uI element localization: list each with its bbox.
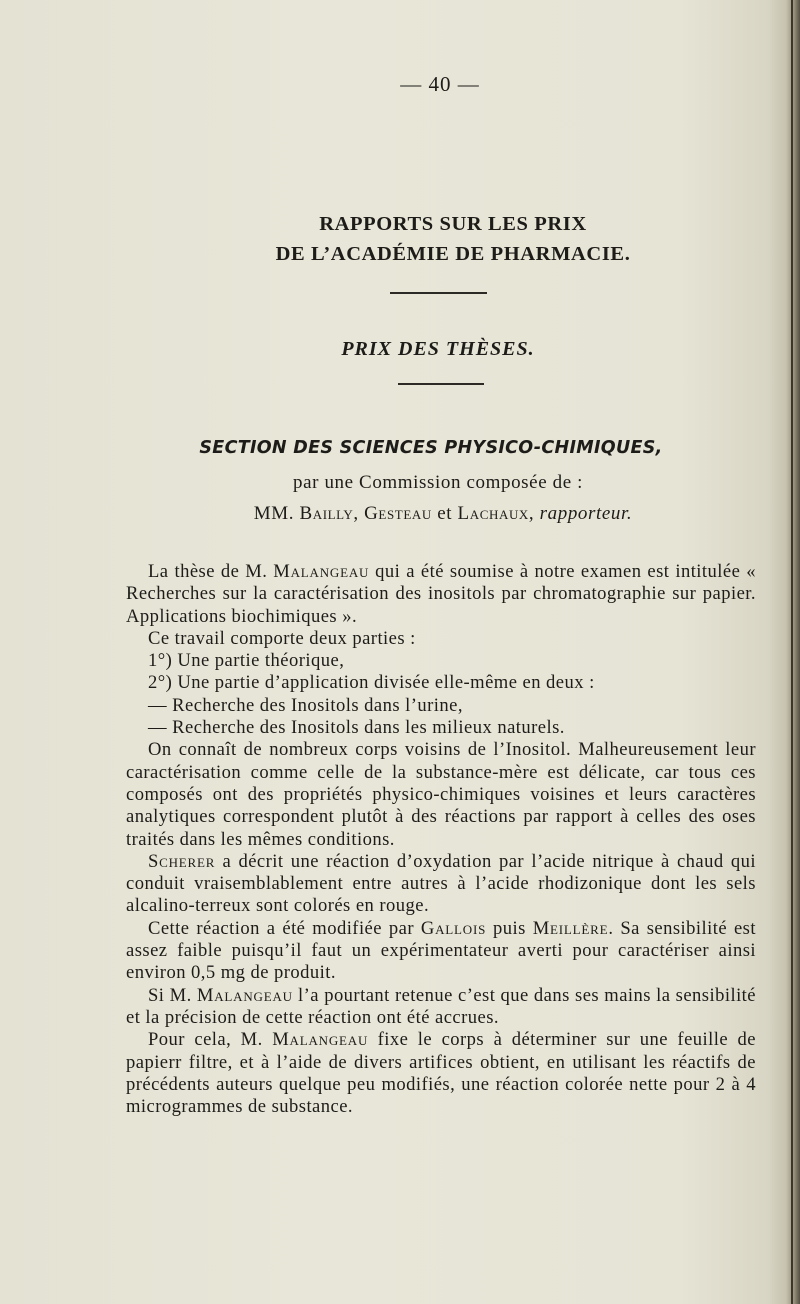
- text-run: Pour cela, M.: [148, 1029, 273, 1051]
- list-item: 2°) Une partie d’application divisée elle-même en deux :: [148, 672, 595, 694]
- commission-line: par une Commission composée de :: [293, 472, 583, 493]
- separator: ,: [528, 503, 540, 524]
- text-run: . Sa sensibilité est assez faible puisqu’il faut un expérimentateur averti pour caractériser ainsi environ 0,5 mg de produit.: [126, 917, 756, 984]
- page-number: — 40 —: [400, 72, 480, 96]
- member-name: Bailly: [299, 503, 354, 524]
- paragraph: [126, 851, 756, 918]
- paragraph: [126, 918, 756, 985]
- author-name: Meillère: [532, 917, 609, 939]
- page-edge-shadow: [786, 0, 800, 1304]
- members-prefix: MM.: [253, 503, 300, 524]
- title-line-2: DE L’ACADÉMIE DE PHARMACIE.: [275, 243, 631, 265]
- member-name: Lachaux: [457, 503, 529, 524]
- author-name: Gallois: [420, 917, 487, 939]
- author-name: Scherer: [148, 850, 216, 872]
- text-run: La thèse de M.: [148, 561, 274, 582]
- paragraph: [126, 1029, 756, 1118]
- author-name: Malangeau: [272, 1029, 369, 1051]
- text-run: fixe le corps à déterminer sur une feuille de papierr filtre, et à l’aide de divers artifices obtient, en utilisant les réactifs de précédents auteurs quelque peu modifiés, une réaction colorée nette pour 2 à 4 microgrammes de substance.: [126, 1029, 756, 1118]
- text-run: l’a pourtant retenue c’est que dans ses mains la sensibilité et la précision de cette réaction ont été accrues.: [126, 984, 757, 1028]
- paragraph: Ce travail comporte deux parties :: [148, 627, 416, 649]
- text-run: Si M.: [148, 984, 197, 1006]
- separator: ,: [353, 503, 365, 524]
- divider-rule: [390, 292, 487, 294]
- text-run: Cette réaction a été modifiée par: [148, 917, 421, 939]
- text-run: qui a été soumise à notre examen est intitulée « Recherches sur la caractérisation des inositols par chromatographie sur papier. Applications biochimiques ».: [126, 561, 757, 627]
- members-line: [0, 503, 800, 525]
- section-heading: SECTION DES SCIENCES PHYSICO-CHIMIQUES,: [199, 438, 663, 458]
- text-run: puis: [486, 917, 533, 939]
- author-name: Malangeau: [273, 561, 370, 582]
- paragraph: On connaît de nombreux corps voisins de l’Inositol. Malheureusement leur caractérisation comme celle de la substance-mère est délicate, car tous ces composés ont des propriétés physico-chimiques voisines et leurs caractères analytiques correspondent plutôt à des réactions par rapport à celles des oses traités dans les mêmes conditions.: [126, 739, 756, 850]
- list-item: — Recherche des Inositols dans l’urine,: [148, 694, 463, 716]
- separator: et: [431, 503, 458, 524]
- member-name: Gesteau: [364, 503, 432, 524]
- member-role: rapporteur.: [539, 503, 633, 524]
- page-edge-line: [791, 0, 793, 1304]
- text-run: a décrit une réaction d’oxydation par l’acide nitrique à chaud qui conduit vraisemblablement entre autres à l’acide rhodizonique dont les sels alcalino-terreux sont colorés en rouge.: [126, 850, 756, 917]
- author-name: Malangeau: [196, 984, 293, 1006]
- body-text: [126, 561, 756, 1118]
- paragraph: [126, 985, 756, 1030]
- list-item: — Recherche des Inositols dans les milieux naturels.: [148, 717, 565, 739]
- prize-heading: PRIX DES THÈSES.: [341, 338, 535, 360]
- divider-rule: [398, 383, 484, 385]
- list-item: 1°) Une partie théorique,: [148, 650, 345, 672]
- title-line-1: RAPPORTS SUR LES PRIX: [319, 213, 587, 235]
- paragraph: [126, 561, 756, 628]
